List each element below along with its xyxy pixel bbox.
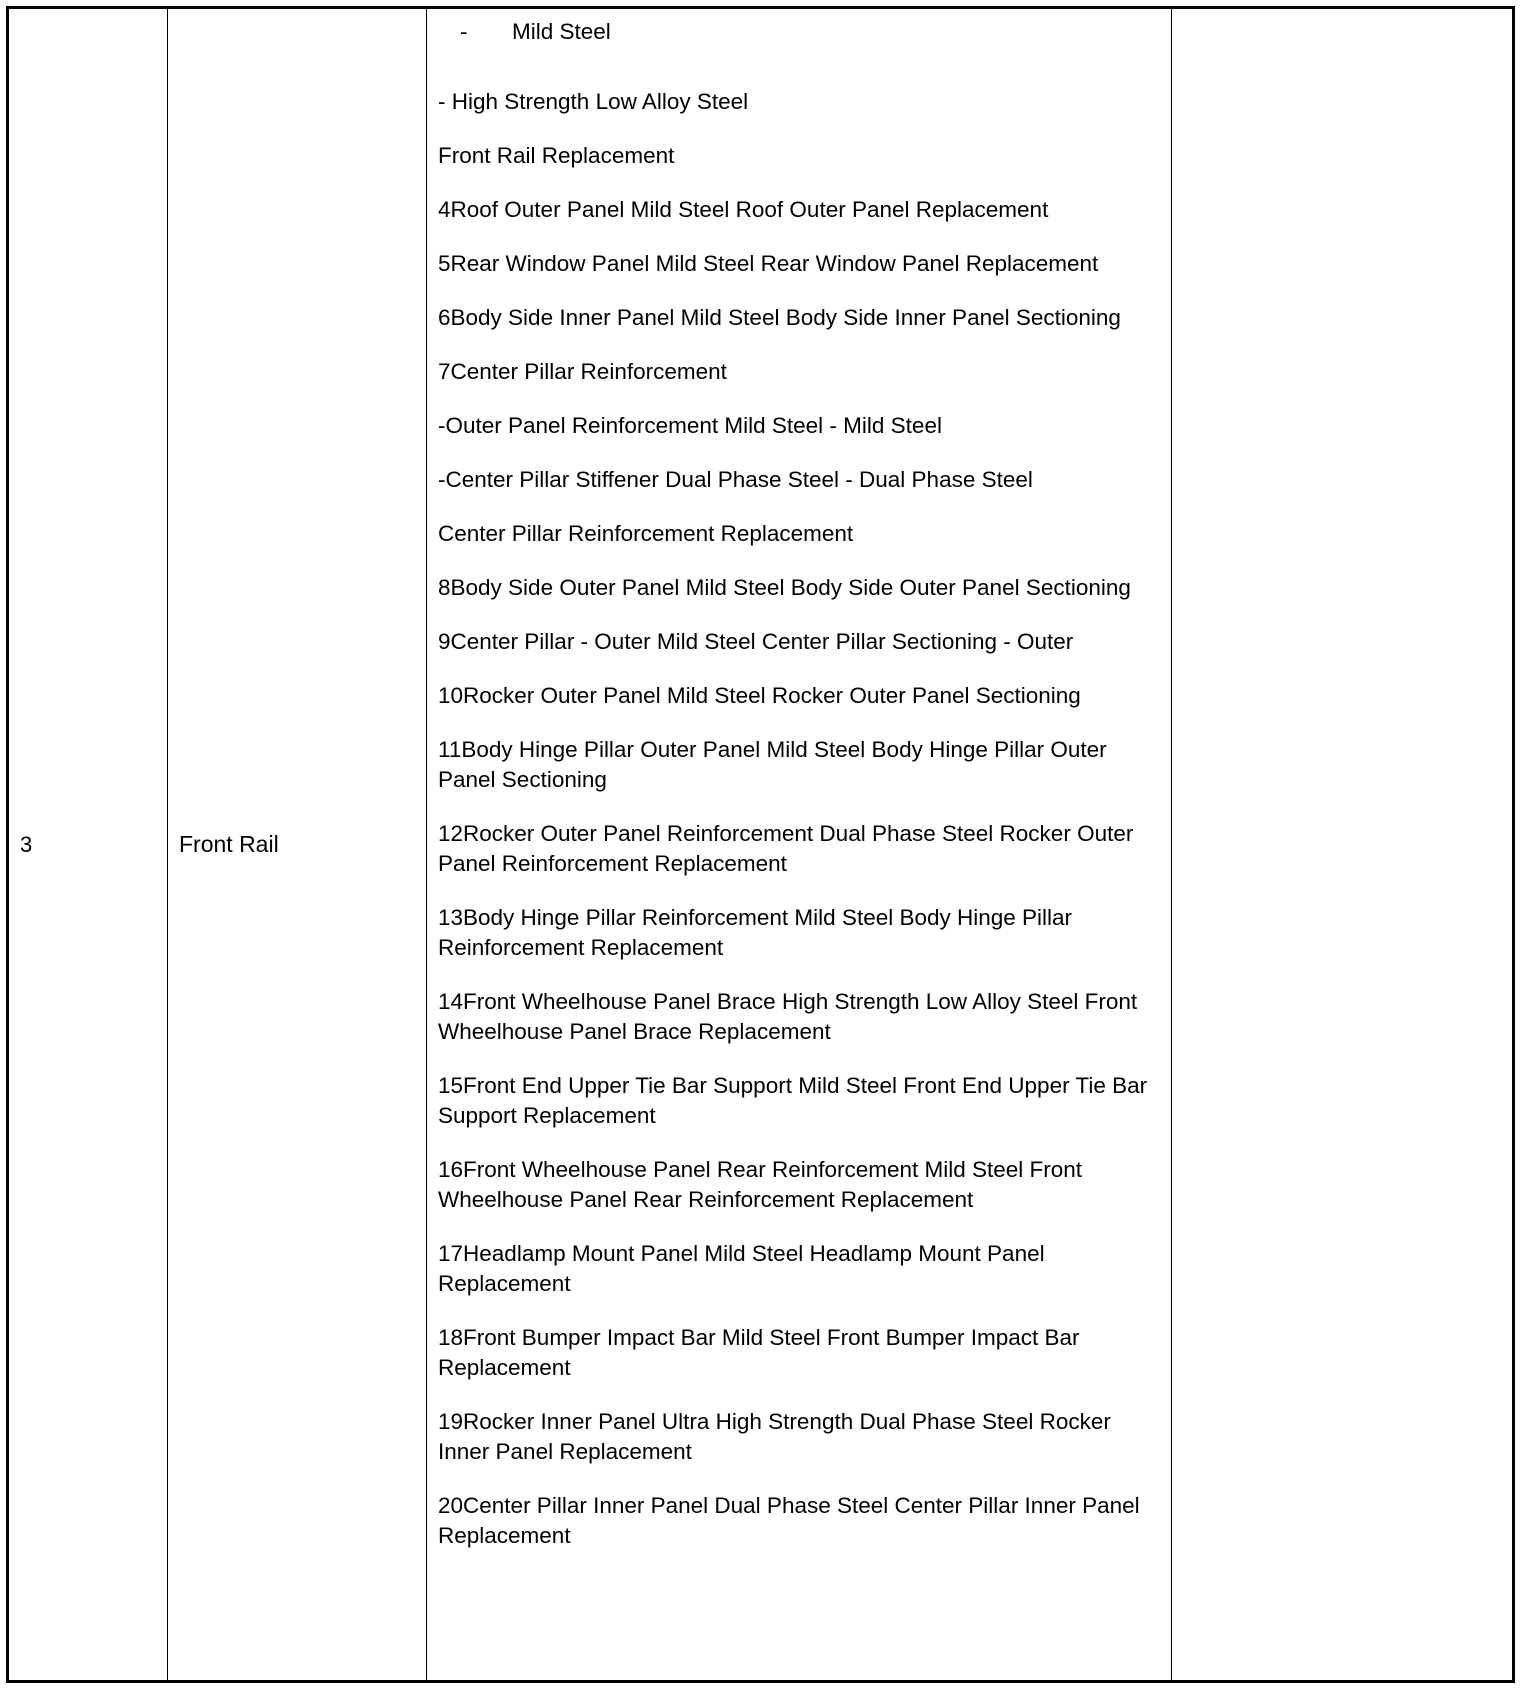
procedure-line: 20Center Pillar Inner Panel Dual Phase Steel Center Pillar Inner Panel Replacement <box>438 1493 1140 1548</box>
procedure-first-line <box>438 17 1161 47</box>
procedure-line: Front Rail Replacement <box>438 143 675 168</box>
part-name: Front Rail <box>179 831 279 857</box>
procedure-line: 10Rocker Outer Panel Mild Steel Rocker Outer Panel Sectioning <box>438 683 1081 708</box>
procedure-line: 14Front Wheelhouse Panel Brace High Strength Low Alloy Steel Front Wheelhouse Panel Brace Replacement <box>438 989 1138 1044</box>
procedure-line: 8Body Side Outer Panel Mild Steel Body Side Outer Panel Sectioning <box>438 575 1131 600</box>
procedure-line: 11Body Hinge Pillar Outer Panel Mild Steel Body Hinge Pillar Outer Panel Sectioning <box>438 737 1107 792</box>
procedure-line: 4Roof Outer Panel Mild Steel Roof Outer Panel Replacement <box>438 197 1049 222</box>
procedure-line: 19Rocker Inner Panel Ultra High Strength Dual Phase Steel Rocker Inner Panel Replacement <box>438 1409 1111 1464</box>
spec-table <box>6 6 1515 1683</box>
procedure-line: 12Rocker Outer Panel Reinforcement Dual Phase Steel Rocker Outer Panel Reinforcement Replacement <box>438 821 1134 876</box>
procedure-line: Center Pillar Reinforcement Replacement <box>438 521 854 546</box>
procedure-line: 17Headlamp Mount Panel Mild Steel Headlamp Mount Panel Replacement <box>438 1241 1045 1296</box>
row-number-cell <box>8 8 168 1682</box>
empty-cell <box>1172 8 1514 1682</box>
procedure-line: 16Front Wheelhouse Panel Rear Reinforcement Mild Steel Front Wheelhouse Panel Rear Reinforcement Replacement <box>438 1157 1083 1212</box>
row-number: 3 <box>20 831 33 857</box>
procedure-first-text: Mild Steel <box>512 19 611 44</box>
part-name-cell <box>168 8 427 1682</box>
table-row <box>8 8 1514 1682</box>
procedure-line: 18Front Bumper Impact Bar Mild Steel Front Bumper Impact Bar Replacement <box>438 1325 1080 1380</box>
procedure-line: -Outer Panel Reinforcement Mild Steel - Mild Steel <box>438 413 942 438</box>
procedure-line: -Center Pillar Stiffener Dual Phase Steel - Dual Phase Steel <box>438 467 1033 492</box>
procedure-line: 6Body Side Inner Panel Mild Steel Body Side Inner Panel Sectioning <box>438 305 1121 330</box>
procedure-line: 7Center Pillar Reinforcement <box>438 359 727 384</box>
procedure-line: 9Center Pillar - Outer Mild Steel Center Pillar Sectioning - Outer <box>438 629 1074 654</box>
procedure-line: 15Front End Upper Tie Bar Support Mild Steel Front End Upper Tie Bar Support Replacement <box>438 1073 1148 1128</box>
procedure-dash: - <box>460 19 468 44</box>
procedure-line: 5Rear Window Panel Mild Steel Rear Window Panel Replacement <box>438 251 1099 276</box>
procedure-line: - High Strength Low Alloy Steel <box>438 89 749 114</box>
procedure-line: 13Body Hinge Pillar Reinforcement Mild Steel Body Hinge Pillar Reinforcement Replacement <box>438 905 1073 960</box>
procedure-cell <box>427 8 1172 1682</box>
